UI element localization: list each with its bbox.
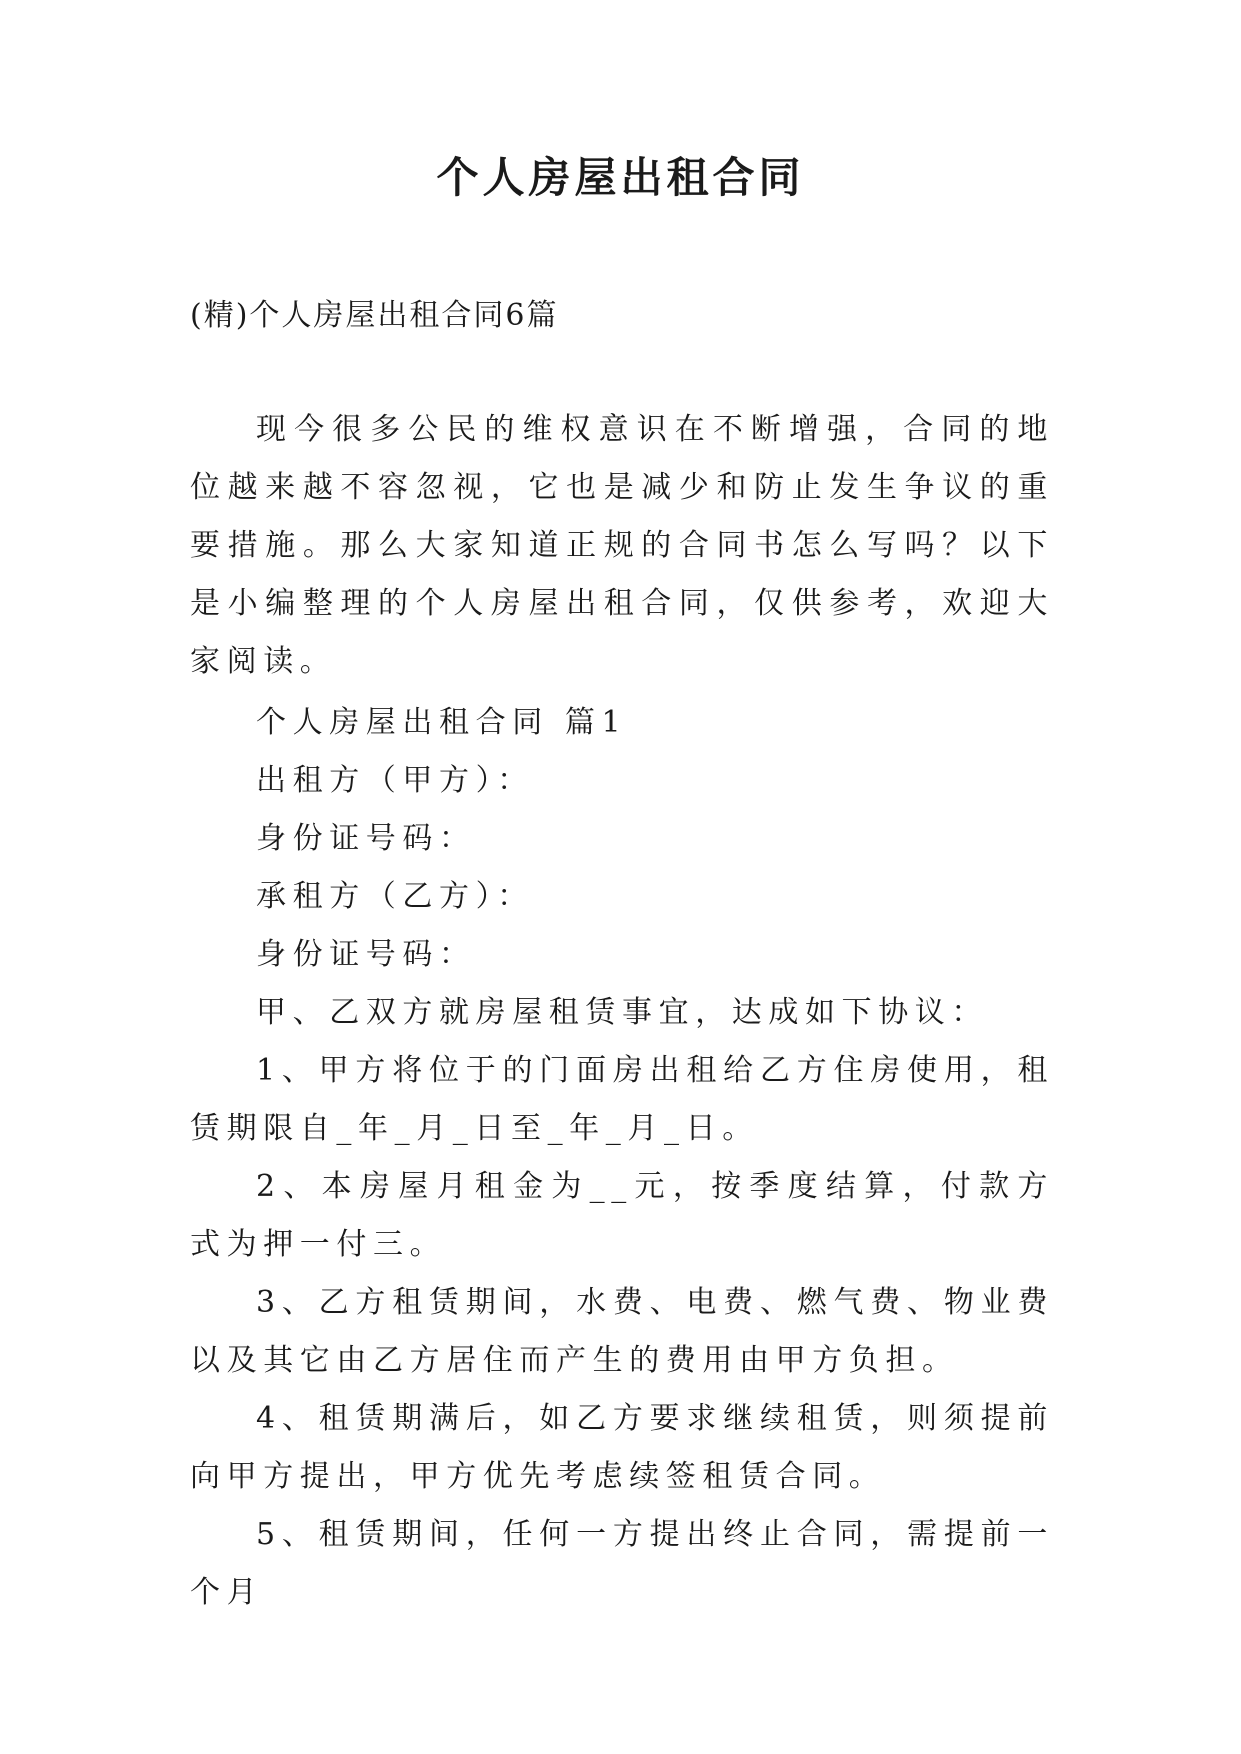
- document-title: 个人房屋出租合同: [436, 153, 805, 202]
- contract-section-1: [190, 694, 1054, 1622]
- lessee-id-line: 身份证号码：: [256, 937, 476, 972]
- intro-paragraph: 现今很多公民的维权意识在不断增强，合同的地位越来越不容忽视，它也是减少和防止发生争议的重要措施。那么大家知道正规的合同书怎么写吗？以下是小编整理的个人房屋出租合同，仅供参考，欢迎大家阅读。: [190, 412, 1054, 679]
- lessor-line: 出租方（甲方）：: [256, 763, 534, 798]
- agreement-intro-line: 甲、乙双方就房屋租赁事宜，达成如下协议：: [256, 995, 988, 1030]
- clause-2: 2、本房屋月租金为__元，按季度结算，付款方式为押一付三。: [190, 1169, 1054, 1262]
- clause-3: 3、乙方租赁期间，水费、电费、燃气费、物业费以及其它由乙方居住而产生的费用由甲方负担。: [190, 1285, 1054, 1378]
- clause-1: 1、甲方将位于的门面房出租给乙方住房使用，租赁期限自_年_月_日至_年_月_日。: [190, 1053, 1054, 1146]
- document-subtitle: (精)个人房屋出租合同6篇: [190, 298, 559, 333]
- section-heading: 个人房屋出租合同 篇1: [256, 705, 628, 740]
- clause-5: 5、租赁期间，任何一方提出终止合同，需提前一个月: [190, 1517, 1054, 1610]
- clause-4: 4、租赁期满后，如乙方要求继续租赁，则须提前向甲方提出，甲方优先考虑续签租赁合同。: [190, 1401, 1054, 1494]
- lessee-line: 承租方（乙方）：: [256, 879, 534, 914]
- lessor-id-line: 身份证号码：: [256, 821, 476, 856]
